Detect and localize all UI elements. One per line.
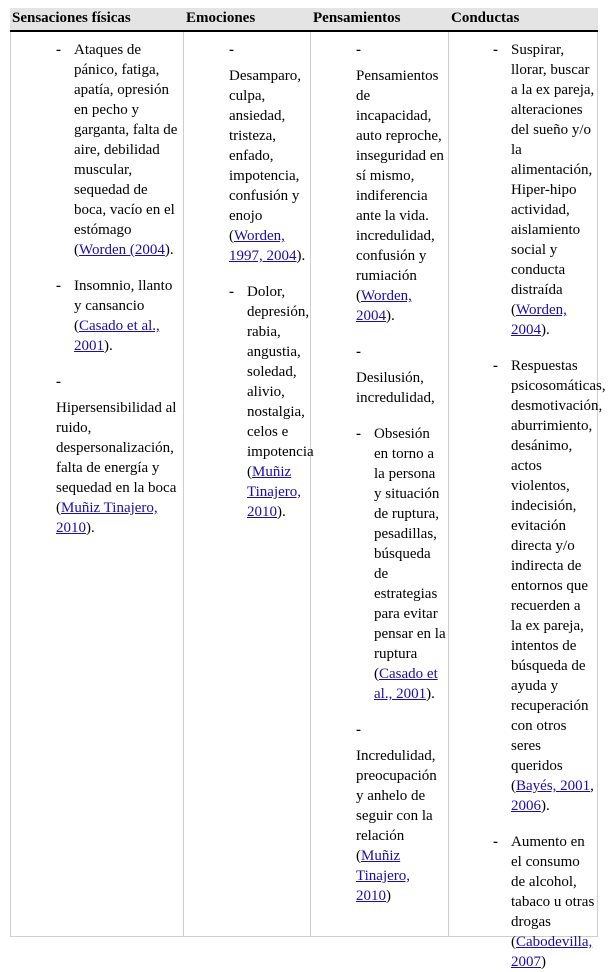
bullet-dash: - [356,426,361,442]
citation-link[interactable]: Bayés, 2001 [516,778,591,794]
citation-link[interactable]: Muñiz Tinajero, 2010 [247,464,302,520]
citation-link[interactable]: Casado et al., 2001 [374,666,438,702]
cell-emociones [184,32,314,936]
list-item: - Obsesión en torno a la persona y situación de ruptura, pesadillas, búsqueda de estrategias para evitar pensar en la ruptura (Casado et al., 2001). [356,426,446,702]
header-conductas: Conductas [451,10,520,26]
list-item: - Aumento en el consumo de alcohol, tabaco u otras drogas (Cabodevilla, 2007) [493,834,595,970]
bullet-dash: - [356,722,361,738]
table-body-row [10,32,606,970]
list-item: - Insomnio, llanto y cansancio (Casado et al., 2001). [56,278,173,354]
citation-link[interactable]: Worden (2004 [79,242,165,258]
list-item: - Pensamientos de incapacidad, auto reproche, inseguridad en sí mismo, indiferencia ante la vida. incredulidad, confusión y rumiación (Worden, 2004). [356,40,446,326]
cell-pensamientos [311,32,449,936]
cell-sensaciones-fisicas [10,32,184,936]
citation-link[interactable]: Worden, 1997, 2004 [229,228,297,264]
bullet-dash: - [56,374,61,390]
list-item: - Incredulidad, preocupación y anhelo de seguir con la relación (Muñiz Tinajero, 2010) [356,720,446,906]
bullet-dash: - [356,42,361,58]
header-pensamientos: Pensamientos [313,10,401,26]
list-item: - Suspirar, llorar, buscar a la ex pareja, alteraciones del sueño y/o la alimentación, Hiper-hipo actividad, aislamiento social y conducta distraída (Worden, 2004). [493,42,595,338]
list-item: - Ataques de pánico, fatiga, apatía, opresión en pecho y garganta, falta de aire, debilidad muscular, sequedad de boca, vacío en el estómago (Worden (2004). [56,42,178,258]
list-item: - Hipersensibilidad al ruido, despersonalización, falta de energía y sequedad en la boca (Muñiz Tinajero, 2010). [56,372,179,538]
bullet-dash: - [229,284,234,300]
list-item: - Dolor, depresión, rabia, angustia, soledad, alivio, nostalgia, celos e impotencia (Muñiz Tinajero, 2010). [229,284,314,520]
list-item: - Respuestas psicosomáticas, desmotivación, aburrimiento, desánimo, actos violentos, indecisión, evitación directa y/o indirecta de entornos que recuerden a la ex pareja, intentos de búsqueda de ayuda y recuperación con otros seres queridos (Bayés, 2001, 2006). [493,358,606,814]
citation-link[interactable]: Cabodevilla, 2007 [511,934,593,970]
bullet-dash: - [356,344,361,360]
citation-link[interactable]: Muñiz Tinajero, 2010 [356,848,411,904]
list-item: - Desamparo, culpa, ansiedad, tristeza, enfado, impotencia, confusión y enojo (Worden, 1997, 2004). [229,40,308,266]
citation-link[interactable]: Muñiz Tinajero, 2010 [56,500,158,536]
table-header-row [10,8,598,32]
bullet-dash: - [493,358,498,374]
cell-conductas [449,32,606,970]
citation-link[interactable]: Worden, 2004 [356,288,412,324]
citation-link[interactable]: Worden, 2004 [511,302,567,338]
bullet-dash: - [229,42,234,58]
bullet-dash: - [56,278,61,294]
header-emociones: Emociones [186,10,256,26]
header-sensaciones-fisicas: Sensaciones físicas [12,10,131,26]
bullet-dash: - [493,834,498,850]
bullet-dash: - [56,42,61,58]
psychological-symptoms-table [10,8,606,970]
citation-link[interactable]: Casado et al., 2001 [74,318,160,354]
citation-link[interactable]: 2006 [511,798,541,814]
list-item: - Desilusión, incredulidad, [356,342,446,408]
bullet-dash: - [493,42,498,58]
